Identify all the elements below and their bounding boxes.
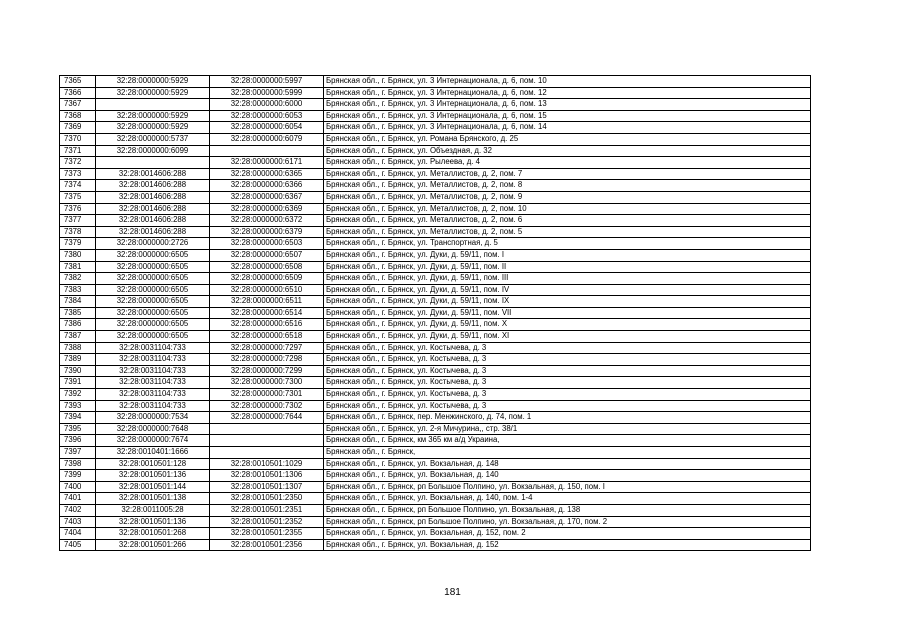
row-number-cell: 7388: [60, 342, 96, 354]
cadastral-number-cell: 32:28:0010501:268: [96, 528, 210, 540]
address-cell: Брянская обл., г. Брянск, ул. Вокзальная, д. 148: [324, 458, 811, 470]
address-cell: Брянская обл., г. Брянск, ул. Рылеева, д. 4: [324, 157, 811, 169]
address-cell: Брянская обл., г. Брянск, ул. Костычева, д. 3: [324, 365, 811, 377]
cadastral-number-cell: 32:28:0010501:136: [96, 470, 210, 482]
object-cadastral-number-cell: 32:28:0000000:6054: [210, 122, 324, 134]
cadastral-number-cell: 32:28:0000000:6505: [96, 284, 210, 296]
address-cell: Брянская обл., г. Брянск, ул. Металлистов, д. 2, пом. 7: [324, 168, 811, 180]
object-cadastral-number-cell: 32:28:0000000:7300: [210, 377, 324, 389]
table-row: [60, 423, 811, 435]
row-number-cell: 7401: [60, 493, 96, 505]
object-cadastral-number-cell: [210, 423, 324, 435]
address-cell: Брянская обл., г. Брянск, ул. Костычева, д. 3: [324, 389, 811, 401]
object-cadastral-number-cell: 32:28:0000000:6369: [210, 203, 324, 215]
cadastral-number-cell: [96, 157, 210, 169]
address-cell: Брянская обл., г. Брянск, рп Большое Полпино, ул. Вокзальная, д. 170, пом. 2: [324, 516, 811, 528]
address-cell: Брянская обл., г. Брянск, ул. Объездная, д. 32: [324, 145, 811, 157]
address-cell: Брянская обл., г. Брянск, пер. Менжинского, д. 74, пом. 1: [324, 412, 811, 424]
cadastral-number-cell: 32:28:0000000:6505: [96, 331, 210, 343]
row-number-cell: 7365: [60, 76, 96, 88]
address-cell: Брянская обл., г. Брянск, рп Большое Полпино, ул. Вокзальная, д. 138: [324, 504, 811, 516]
registry-table: [59, 75, 811, 551]
table-row: [60, 400, 811, 412]
cadastral-number-cell: 32:28:0000000:6505: [96, 273, 210, 285]
cadastral-number-cell: 32:28:0010501:136: [96, 516, 210, 528]
cadastral-number-cell: 32:28:0000000:6099: [96, 145, 210, 157]
object-cadastral-number-cell: 32:28:0000000:5999: [210, 87, 324, 99]
cadastral-number-cell: 32:28:0010401:1666: [96, 447, 210, 459]
address-cell: Брянская обл., г. Брянск, ул. Романа Брянского, д. 25: [324, 133, 811, 145]
object-cadastral-number-cell: 32:28:0000000:6516: [210, 319, 324, 331]
row-number-cell: 7366: [60, 87, 96, 99]
cadastral-number-cell: 32:28:0031104:733: [96, 354, 210, 366]
row-number-cell: 7383: [60, 284, 96, 296]
object-cadastral-number-cell: 32:28:0010501:2350: [210, 493, 324, 505]
object-cadastral-number-cell: 32:28:0000000:5997: [210, 76, 324, 88]
cadastral-number-cell: 32:28:0014606:288: [96, 168, 210, 180]
object-cadastral-number-cell: 32:28:0000000:6079: [210, 133, 324, 145]
row-number-cell: 7397: [60, 447, 96, 459]
address-cell: Брянская обл., г. Брянск, ул. 3 Интернационала, д. 6, пом. 12: [324, 87, 811, 99]
table-row: [60, 191, 811, 203]
cadastral-number-cell: 32:28:0011005:28: [96, 504, 210, 516]
table-row: [60, 481, 811, 493]
address-cell: Брянская обл., г. Брянск, ул. 3 Интернационала, д. 6, пом. 15: [324, 110, 811, 122]
cadastral-number-cell: 32:28:0000000:5929: [96, 110, 210, 122]
address-cell: Брянская обл., г. Брянск, ул. Металлистов, д. 2, пом. 6: [324, 215, 811, 227]
address-cell: Брянская обл., г. Брянск, ул. Металлистов, д. 2, пом. 5: [324, 226, 811, 238]
object-cadastral-number-cell: 32:28:0010501:2355: [210, 528, 324, 540]
cadastral-number-cell: 32:28:0000000:5737: [96, 133, 210, 145]
cadastral-number-cell: 32:28:0010501:266: [96, 539, 210, 551]
row-number-cell: 7405: [60, 539, 96, 551]
table-row: [60, 226, 811, 238]
row-number-cell: 7390: [60, 365, 96, 377]
object-cadastral-number-cell: 32:28:0000000:6000: [210, 99, 324, 111]
cadastral-number-cell: 32:28:0014606:288: [96, 191, 210, 203]
table-row: [60, 249, 811, 261]
address-cell: Брянская обл., г. Брянск, ул. Дуки, д. 59/11, пом. X: [324, 319, 811, 331]
object-cadastral-number-cell: 32:28:0000000:6366: [210, 180, 324, 192]
cadastral-number-cell: 32:28:0010501:128: [96, 458, 210, 470]
object-cadastral-number-cell: 32:28:0000000:6053: [210, 110, 324, 122]
address-cell: Брянская обл., г. Брянск, ул. Костычева, д. 3: [324, 400, 811, 412]
cadastral-number-cell: 32:28:0000000:5929: [96, 122, 210, 134]
cadastral-number-cell: 32:28:0000000:7534: [96, 412, 210, 424]
object-cadastral-number-cell: 32:28:0000000:6518: [210, 331, 324, 343]
object-cadastral-number-cell: 32:28:0000000:6511: [210, 296, 324, 308]
row-number-cell: 7372: [60, 157, 96, 169]
object-cadastral-number-cell: 32:28:0000000:6365: [210, 168, 324, 180]
table-row: [60, 215, 811, 227]
cadastral-number-cell: 32:28:0000000:6505: [96, 307, 210, 319]
row-number-cell: 7384: [60, 296, 96, 308]
object-cadastral-number-cell: 32:28:0000000:6367: [210, 191, 324, 203]
address-cell: Брянская обл., г. Брянск, ул. 2-я Мичурина,, стр. 38/1: [324, 423, 811, 435]
row-number-cell: 7380: [60, 249, 96, 261]
address-cell: Брянская обл., г. Брянск, ул. 3 Интернационала, д. 6, пом. 13: [324, 99, 811, 111]
table-row: [60, 470, 811, 482]
row-number-cell: 7389: [60, 354, 96, 366]
table-row: [60, 145, 811, 157]
table-row: [60, 203, 811, 215]
object-cadastral-number-cell: 32:28:0010501:2352: [210, 516, 324, 528]
cadastral-number-cell: 32:28:0031104:733: [96, 377, 210, 389]
object-cadastral-number-cell: [210, 145, 324, 157]
row-number-cell: 7369: [60, 122, 96, 134]
cadastral-number-cell: 32:28:0000000:6505: [96, 249, 210, 261]
object-cadastral-number-cell: 32:28:0000000:6510: [210, 284, 324, 296]
cadastral-number-cell: 32:28:0014606:288: [96, 215, 210, 227]
cadastral-number-cell: 32:28:0000000:2726: [96, 238, 210, 250]
page-number: 181: [444, 587, 461, 598]
cadastral-number-cell: 32:28:0000000:5929: [96, 76, 210, 88]
table-row: [60, 389, 811, 401]
cadastral-number-cell: 32:28:0014606:288: [96, 203, 210, 215]
table-row: [60, 435, 811, 447]
address-cell: Брянская обл., г. Брянск, ул. Металлистов, д. 2, пом. 8: [324, 180, 811, 192]
table-row: [60, 238, 811, 250]
table-row: [60, 122, 811, 134]
table-row: [60, 458, 811, 470]
row-number-cell: 7386: [60, 319, 96, 331]
registry-table-body: [60, 76, 811, 551]
row-number-cell: 7403: [60, 516, 96, 528]
object-cadastral-number-cell: 32:28:0010501:1306: [210, 470, 324, 482]
row-number-cell: 7400: [60, 481, 96, 493]
row-number-cell: 7379: [60, 238, 96, 250]
cadastral-number-cell: 32:28:0014606:288: [96, 180, 210, 192]
object-cadastral-number-cell: 32:28:0000000:6508: [210, 261, 324, 273]
cadastral-number-cell: 32:28:0000000:6505: [96, 261, 210, 273]
address-cell: Брянская обл., г. Брянск, ул. Дуки, д. 59/11, пом. IX: [324, 296, 811, 308]
cadastral-number-cell: 32:28:0000000:6505: [96, 296, 210, 308]
object-cadastral-number-cell: 32:28:0010501:1029: [210, 458, 324, 470]
object-cadastral-number-cell: 32:28:0010501:2351: [210, 504, 324, 516]
cadastral-number-cell: 32:28:0031104:733: [96, 400, 210, 412]
object-cadastral-number-cell: 32:28:0000000:6379: [210, 226, 324, 238]
row-number-cell: 7387: [60, 331, 96, 343]
address-cell: Брянская обл., г. Брянск, ул. Дуки, д. 59/11, пом. VII: [324, 307, 811, 319]
address-cell: Брянская обл., г. Брянск, ул. Дуки, д. 59/11, пом. III: [324, 273, 811, 285]
address-cell: Брянская обл., г. Брянск, км 365 км а/д Украина,: [324, 435, 811, 447]
address-cell: Брянская обл., г. Брянск, ул. Металлистов, д. 2, пом. 9: [324, 191, 811, 203]
row-number-cell: 7385: [60, 307, 96, 319]
table-row: [60, 528, 811, 540]
row-number-cell: 7375: [60, 191, 96, 203]
address-cell: Брянская обл., г. Брянск, ул. 3 Интернационала, д. 6, пом. 14: [324, 122, 811, 134]
table-row: [60, 261, 811, 273]
object-cadastral-number-cell: 32:28:0010501:2356: [210, 539, 324, 551]
table-row: [60, 447, 811, 459]
address-cell: Брянская обл., г. Брянск, ул. Дуки, д. 59/11, пом. XI: [324, 331, 811, 343]
table-row: [60, 76, 811, 88]
cadastral-number-cell: 32:28:0031104:733: [96, 365, 210, 377]
table-row: [60, 319, 811, 331]
cadastral-number-cell: 32:28:0014606:288: [96, 226, 210, 238]
row-number-cell: 7394: [60, 412, 96, 424]
address-cell: Брянская обл., г. Брянск, ул. Костычева, д. 3: [324, 342, 811, 354]
table-row: [60, 133, 811, 145]
address-cell: Брянская обл., г. Брянск, ул. 3 Интернационала, д. 6, пом. 10: [324, 76, 811, 88]
table-row: [60, 377, 811, 389]
cadastral-number-cell: 32:28:0000000:6505: [96, 319, 210, 331]
row-number-cell: 7367: [60, 99, 96, 111]
cadastral-number-cell: 32:28:0000000:5929: [96, 87, 210, 99]
object-cadastral-number-cell: 32:28:0000000:6509: [210, 273, 324, 285]
object-cadastral-number-cell: 32:28:0000000:7297: [210, 342, 324, 354]
object-cadastral-number-cell: 32:28:0000000:7301: [210, 389, 324, 401]
row-number-cell: 7370: [60, 133, 96, 145]
table-row: [60, 296, 811, 308]
object-cadastral-number-cell: 32:28:0000000:7299: [210, 365, 324, 377]
row-number-cell: 7371: [60, 145, 96, 157]
cadastral-number-cell: 32:28:0031104:733: [96, 342, 210, 354]
table-row: [60, 168, 811, 180]
object-cadastral-number-cell: 32:28:0000000:6372: [210, 215, 324, 227]
table-row: [60, 307, 811, 319]
object-cadastral-number-cell: 32:28:0000000:6514: [210, 307, 324, 319]
address-cell: Брянская обл., г. Брянск, ул. Вокзальная, д. 140, пом. 1-4: [324, 493, 811, 505]
table-row: [60, 273, 811, 285]
row-number-cell: 7381: [60, 261, 96, 273]
address-cell: Брянская обл., г. Брянск, ул. Вокзальная, д. 140: [324, 470, 811, 482]
table-row: [60, 539, 811, 551]
row-number-cell: 7393: [60, 400, 96, 412]
address-cell: Брянская обл., г. Брянск, ул. Вокзальная, д. 152: [324, 539, 811, 551]
row-number-cell: 7373: [60, 168, 96, 180]
address-cell: Брянская обл., г. Брянск, ул. Дуки, д. 59/11, пом. II: [324, 261, 811, 273]
object-cadastral-number-cell: 32:28:0000000:7644: [210, 412, 324, 424]
object-cadastral-number-cell: 32:28:0000000:6171: [210, 157, 324, 169]
address-cell: Брянская обл., г. Брянск, ул. Дуки, д. 59/11, пом. IV: [324, 284, 811, 296]
row-number-cell: 7404: [60, 528, 96, 540]
address-cell: Брянская обл., г. Брянск, ул. Костычева, д. 3: [324, 354, 811, 366]
row-number-cell: 7368: [60, 110, 96, 122]
row-number-cell: 7395: [60, 423, 96, 435]
table-row: [60, 331, 811, 343]
row-number-cell: 7398: [60, 458, 96, 470]
cadastral-number-cell: 32:28:0010501:144: [96, 481, 210, 493]
table-row: [60, 99, 811, 111]
table-row: [60, 284, 811, 296]
row-number-cell: 7391: [60, 377, 96, 389]
cadastral-number-cell: 32:28:0031104:733: [96, 389, 210, 401]
object-cadastral-number-cell: 32:28:0000000:7302: [210, 400, 324, 412]
object-cadastral-number-cell: [210, 435, 324, 447]
object-cadastral-number-cell: 32:28:0010501:1307: [210, 481, 324, 493]
cadastral-number-cell: 32:28:0010501:138: [96, 493, 210, 505]
address-cell: Брянская обл., г. Брянск, ул. Металлистов, д. 2, пом. 10: [324, 203, 811, 215]
object-cadastral-number-cell: [210, 447, 324, 459]
table-row: [60, 87, 811, 99]
table-row: [60, 365, 811, 377]
cadastral-number-cell: [96, 99, 210, 111]
row-number-cell: 7399: [60, 470, 96, 482]
row-number-cell: 7374: [60, 180, 96, 192]
table-row: [60, 180, 811, 192]
row-number-cell: 7402: [60, 504, 96, 516]
table-row: [60, 504, 811, 516]
address-cell: Брянская обл., г. Брянск, ул. Дуки, д. 59/11, пом. I: [324, 249, 811, 261]
cadastral-number-cell: 32:28:0000000:7674: [96, 435, 210, 447]
row-number-cell: 7392: [60, 389, 96, 401]
row-number-cell: 7377: [60, 215, 96, 227]
address-cell: Брянская обл., г. Брянск, ул. Костычева, д. 3: [324, 377, 811, 389]
object-cadastral-number-cell: 32:28:0000000:6507: [210, 249, 324, 261]
object-cadastral-number-cell: 32:28:0000000:7298: [210, 354, 324, 366]
row-number-cell: 7376: [60, 203, 96, 215]
table-row: [60, 342, 811, 354]
address-cell: Брянская обл., г. Брянск, ул. Транспортная, д. 5: [324, 238, 811, 250]
table-row: [60, 493, 811, 505]
object-cadastral-number-cell: 32:28:0000000:6503: [210, 238, 324, 250]
row-number-cell: 7382: [60, 273, 96, 285]
table-row: [60, 157, 811, 169]
address-cell: Брянская обл., г. Брянск,: [324, 447, 811, 459]
cadastral-number-cell: 32:28:0000000:7648: [96, 423, 210, 435]
address-cell: Брянская обл., г. Брянск, ул. Вокзальная, д. 152, пом. 2: [324, 528, 811, 540]
table-row: [60, 516, 811, 528]
row-number-cell: 7396: [60, 435, 96, 447]
table-row: [60, 110, 811, 122]
table-row: [60, 354, 811, 366]
address-cell: Брянская обл., г. Брянск, рп Большое Полпино, ул. Вокзальная, д. 150, пом. I: [324, 481, 811, 493]
row-number-cell: 7378: [60, 226, 96, 238]
table-row: [60, 412, 811, 424]
